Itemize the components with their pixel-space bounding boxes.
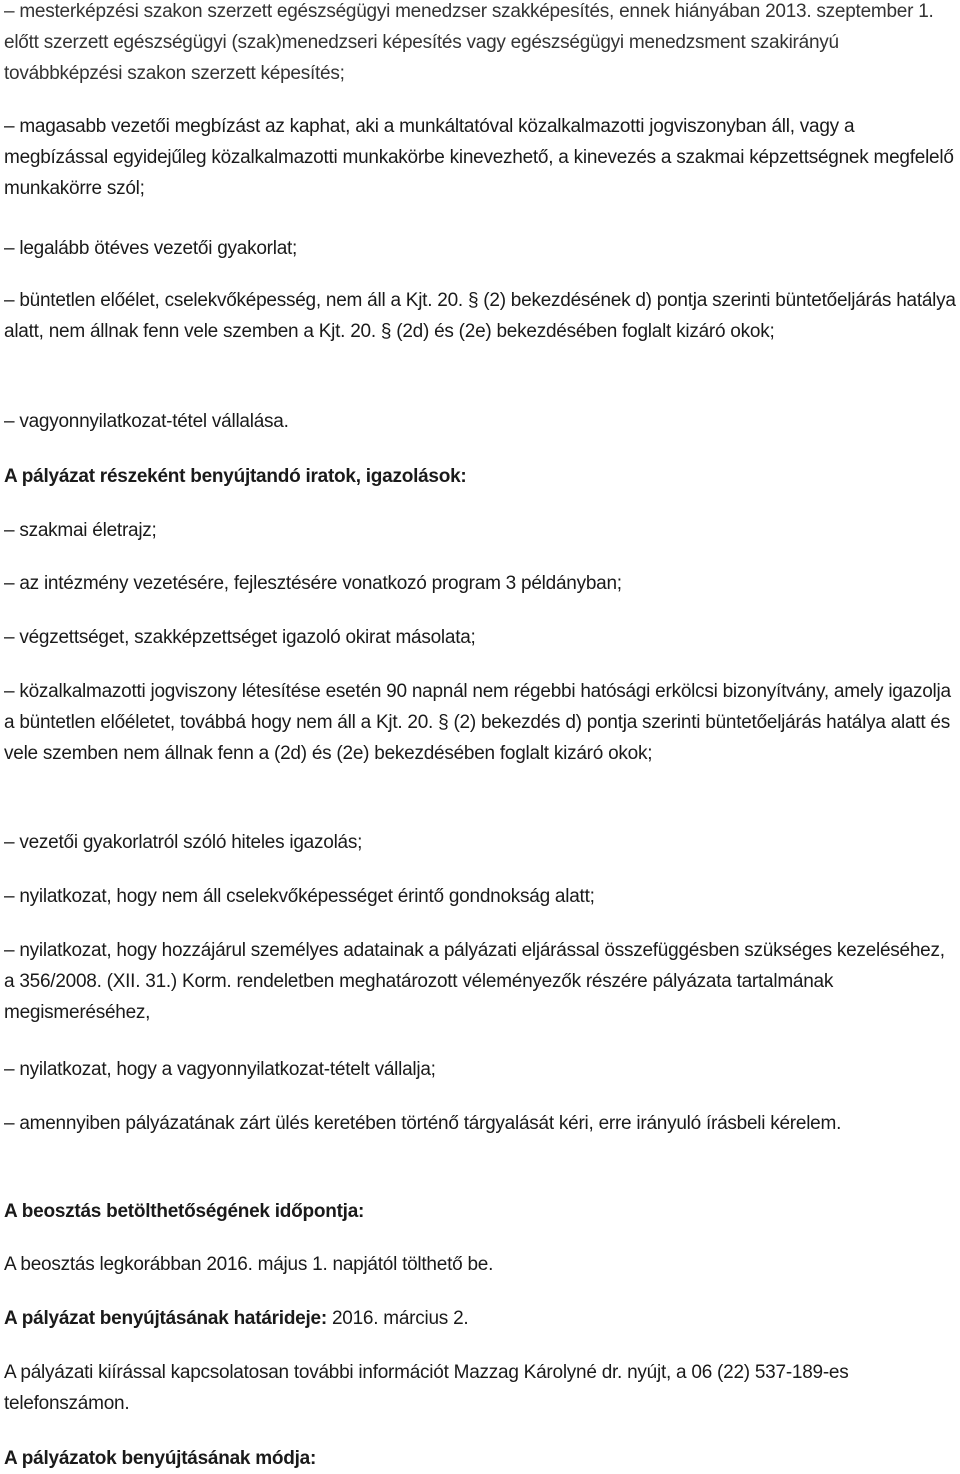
- document-item-data-consent: – nyilatkozat, hogy hozzájárul személyes adatainak a pályázati eljárással összefüggésben szükséges kezeléséhez, a 356/2008. (XII. 31.) Korm. rendeletben meghatározott véleményezők részére pályázata tartalmának megismeréséhez,: [4, 940, 945, 1023]
- start-date-text: A beosztás legkorábban 2016. május 1. napjától tölthető be.: [4, 1254, 494, 1275]
- document-item-certificate: – közalkalmazotti jogviszony létesítése esetén 90 napnál nem régebbi hatósági erkölcsi bizonyítvány, amely igazolja a büntetlen előéletet, továbbá hogy nem áll a Kjt. 20. § (2) bekezdés d) pontja szerinti büntetőeljárás hatálya alatt és vele szemben nem állnak fenn a (2d) és (2e) bekezdésében foglalt kizáró okok;: [4, 681, 951, 764]
- contact-info: A pályázati kiírással kapcsolatosan további információt Mazzag Károlyné dr. nyújt, a 06 (22) 537-189-es telefonszámon.: [4, 1362, 849, 1414]
- document-item-cv: – szakmai életrajz;: [4, 520, 157, 541]
- requirement-item-experience: – legalább ötéves vezetői gyakorlat;: [4, 238, 298, 259]
- document-item-guardianship-statement: – nyilatkozat, hogy nem áll cselekvőképességet érintő gondnokság alatt;: [4, 886, 595, 907]
- requirement-item-criminal-record: – büntetlen előélet, cselekvőképesség, nem áll a Kjt. 20. § (2) bekezdésének d) pontja szerinti büntetőeljárás hatálya alatt, nem állnak fenn vele szemben a Kjt. 20. § (2d) és (2e) bekezdésében foglalt kizáró okok;: [4, 290, 956, 342]
- deadline-line: [4, 1303, 956, 1334]
- start-date-heading: A beosztás betölthetőségének időpontja:: [4, 1201, 365, 1222]
- deadline-label: A pályázat benyújtásának határideje:: [4, 1308, 327, 1329]
- document-item-diploma: – végzettséget, szakképzettséget igazoló okirat másolata;: [4, 627, 476, 648]
- qualification-item: – mesterképzési szakon szerzett egészségügyi menedzser szakképesítés, ennek hiányában 2013. szeptember 1. előtt szerzett egészségügyi (szak)menedzseri képesítés vagy egészségügyi menedzsment szakirányú továbbképzési szakon szerzett képesítés;: [4, 1, 934, 84]
- deadline-value: 2016. március 2.: [326, 1308, 469, 1329]
- document-item-asset-statement: – nyilatkozat, hogy a vagyonnyilatkozat-tételt vállalja;: [4, 1059, 436, 1080]
- document-item-program: – az intézmény vezetésére, fejlesztésére vonatkozó program 3 példányban;: [4, 573, 622, 594]
- requirement-item-leadership: – magasabb vezetői megbízást az kaphat, aki a munkáltatóval közalkalmazotti jogviszonyban áll, vagy a megbízással egyidejűleg közalkalmazotti munkakörbe kinevezhető, a kinevezés a szakmai képzettségnek megfelelő munkakörre szól;: [4, 116, 954, 199]
- document-item-closed-session: – amennyiben pályázatának zárt ülés keretében történő tárgyalását kéri, erre irányuló írásbeli kérelem.: [4, 1113, 842, 1134]
- requirement-item-asset-declaration: – vagyonnyilatkozat-tétel vállalása.: [4, 411, 289, 432]
- submission-method-heading: A pályázatok benyújtásának módja:: [4, 1448, 317, 1469]
- documents-heading: A pályázat részeként benyújtandó iratok, igazolások:: [4, 466, 467, 487]
- document-item-experience-proof: – vezetői gyakorlatról szóló hiteles igazolás;: [4, 832, 363, 853]
